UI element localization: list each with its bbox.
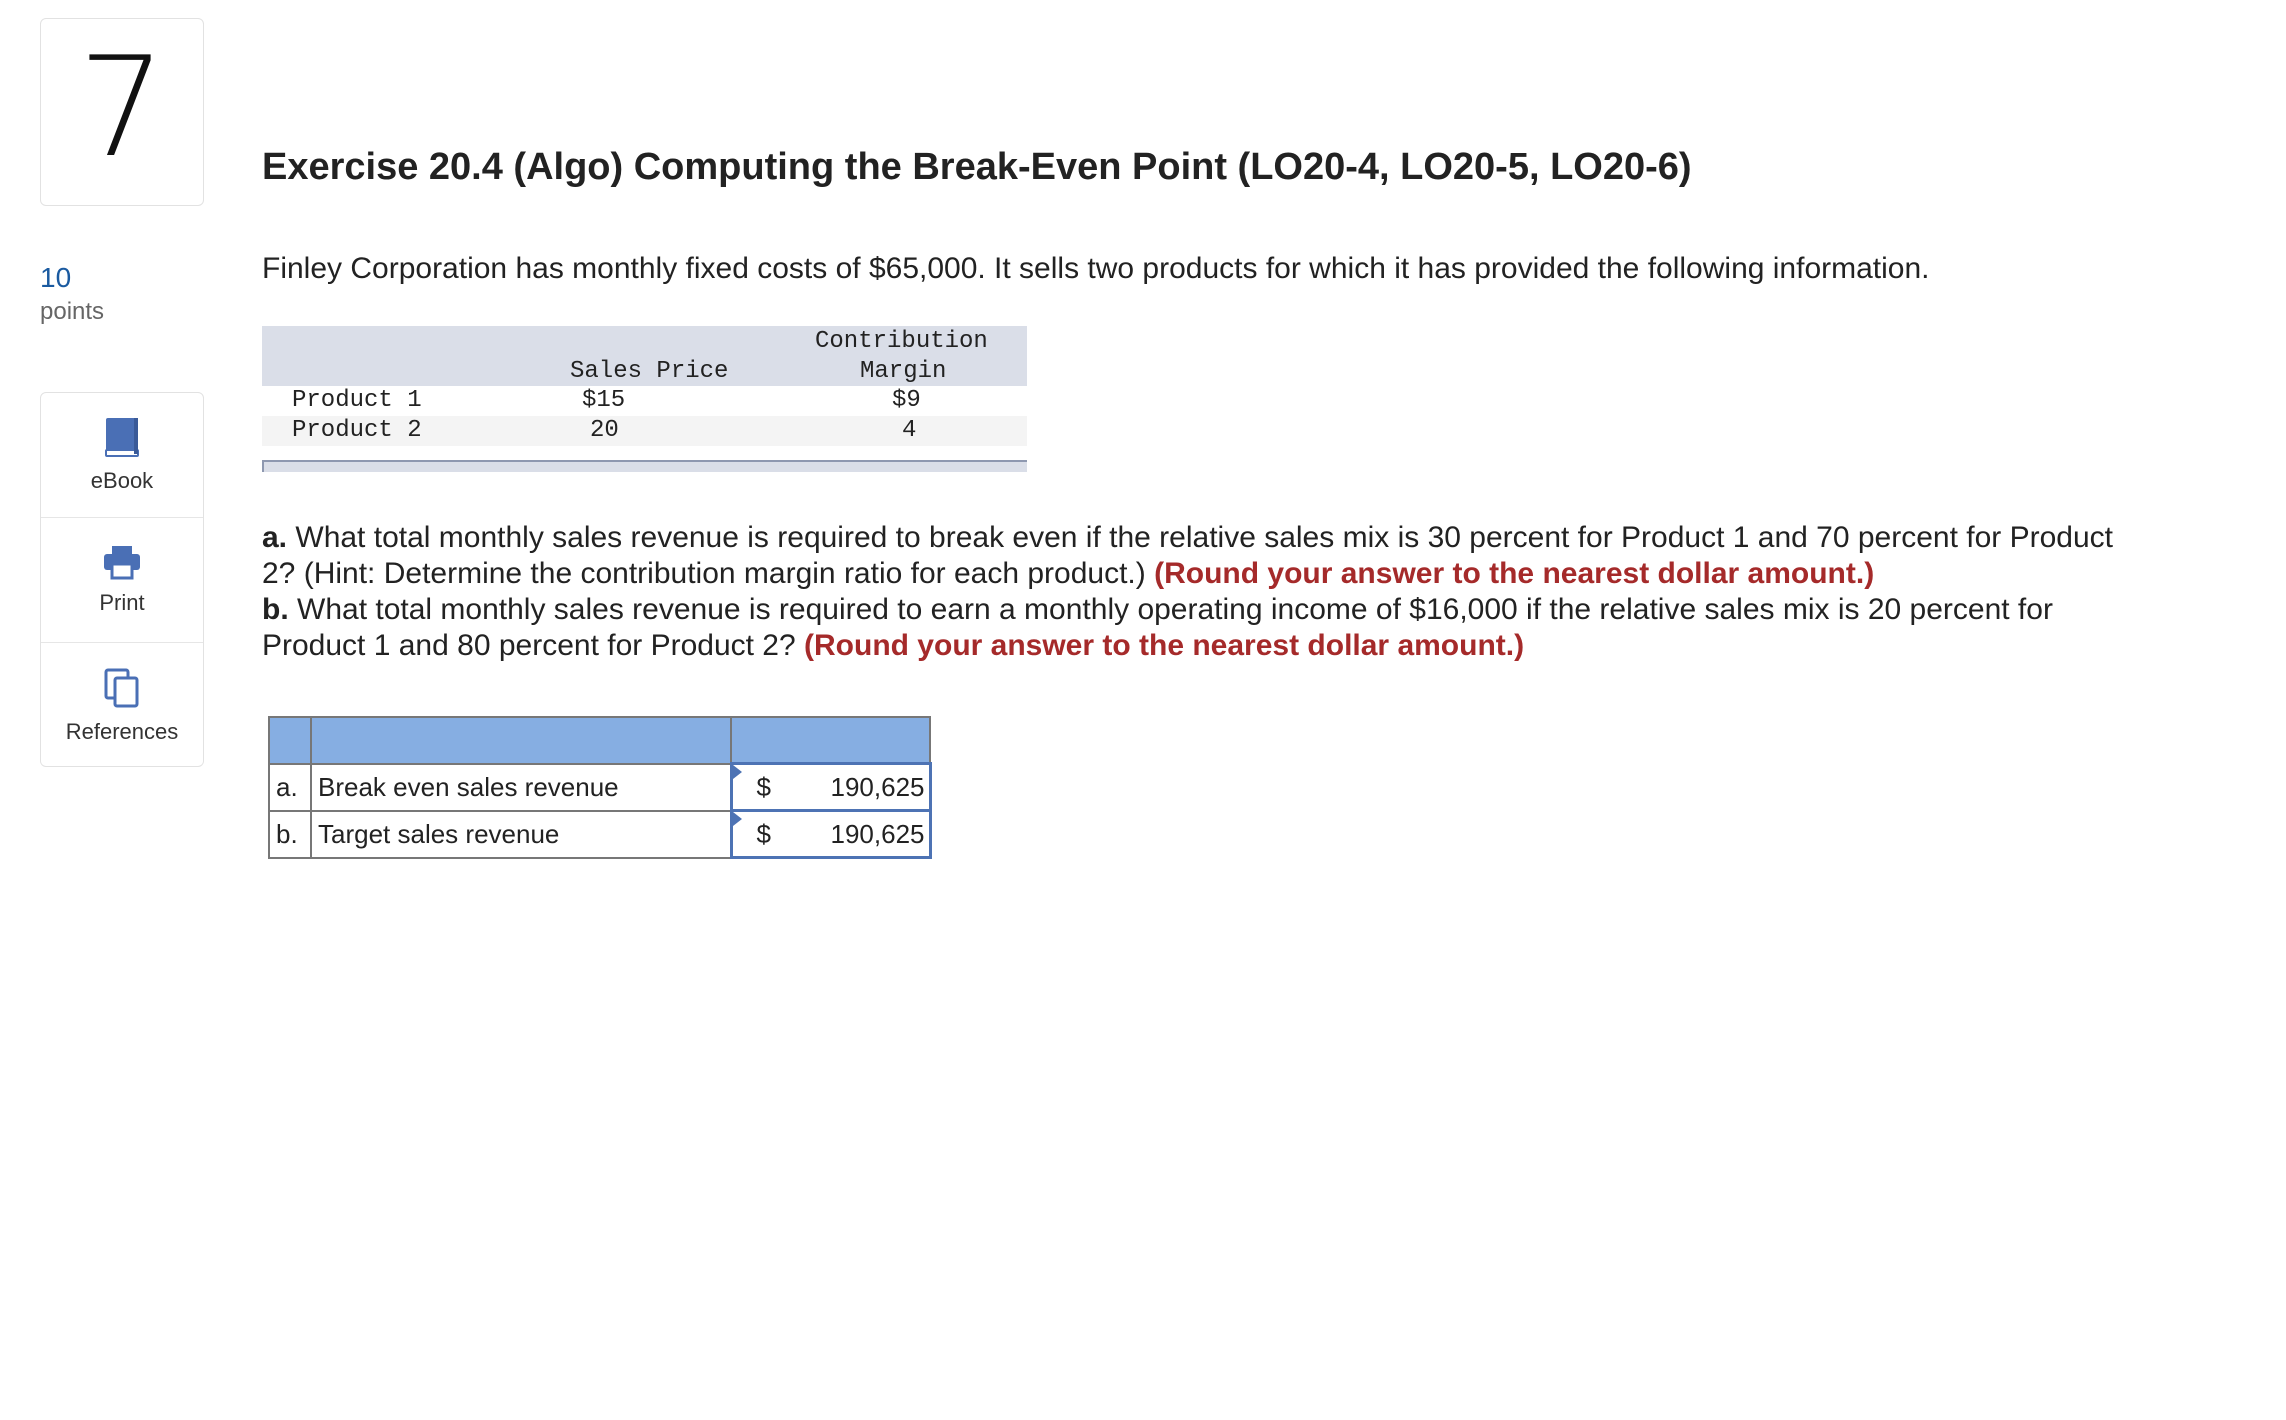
header-contribution: Contribution <box>815 328 988 355</box>
references-button[interactable] <box>41 643 203 767</box>
ebook-label: eBook <box>90 468 154 493</box>
product-name: Product 2 <box>292 417 422 444</box>
header-cell <box>269 717 311 764</box>
question-number: 7 <box>78 27 166 188</box>
answer-table <box>268 716 932 859</box>
table-row <box>262 416 1027 446</box>
row-letter: a. <box>269 764 311 811</box>
book-icon <box>104 416 140 458</box>
references-icon <box>103 667 141 709</box>
part-a-hint: (Round your answer to the nearest dollar amount.) <box>1154 557 1875 590</box>
part-b-label: b. <box>262 593 289 626</box>
row-letter: b. <box>269 811 311 858</box>
target-revenue-input[interactable] <box>731 811 930 858</box>
contribution-margin: $9 <box>892 387 921 414</box>
input-flag-icon <box>733 765 742 779</box>
header-cell <box>731 717 930 764</box>
header-sales-price: Sales Price <box>570 358 729 385</box>
ebook-button[interactable] <box>41 393 203 518</box>
product-data-table <box>262 326 1027 472</box>
product-table-header <box>262 326 1027 386</box>
answer-value: 190,625 <box>830 819 925 849</box>
table-row <box>262 386 1027 416</box>
question-number-box <box>40 18 204 206</box>
contribution-margin: 4 <box>902 417 917 444</box>
row-label: Break even sales revenue <box>311 764 731 811</box>
answer-value: 190,625 <box>830 772 925 802</box>
product-name: Product 1 <box>292 387 422 414</box>
exercise-title: Exercise 20.4 (Algo) Computing the Break-Even Point (LO20-4, LO20-5, LO20-6) <box>262 146 1692 188</box>
part-a-label: a. <box>262 521 288 554</box>
part-a-text: What total monthly sales revenue is required to break even if the relative sales mix is 30 percent for Product 1 and 70 percent for Product 2? (Hint: Determine the contribution margin ratio for each product.) <box>262 521 2113 590</box>
references-label: References <box>65 718 179 744</box>
currency-symbol: $ <box>756 819 771 849</box>
product-table-footer <box>262 460 1027 472</box>
points-label: points <box>40 298 105 325</box>
input-flag-icon <box>733 812 742 826</box>
table-row <box>269 764 930 811</box>
question-prompt <box>262 520 2142 664</box>
sales-price: $15 <box>582 387 626 414</box>
points-value: 10 <box>40 262 72 293</box>
currency-symbol: $ <box>756 772 771 802</box>
print-label: Print <box>99 590 145 615</box>
header-margin: Margin <box>860 358 947 385</box>
tools-panel <box>40 392 204 767</box>
printer-icon <box>102 544 142 580</box>
row-label: Target sales revenue <box>311 811 731 858</box>
table-row <box>269 811 930 858</box>
sales-price: 20 <box>590 417 619 444</box>
answer-table-header <box>269 717 930 764</box>
part-b-hint: (Round your answer to the nearest dollar amount.) <box>804 629 1525 662</box>
header-cell <box>311 717 731 764</box>
break-even-revenue-input[interactable] <box>731 764 930 811</box>
exercise-intro: Finley Corporation has monthly fixed costs of $65,000. It sells two products for which it has provided the following information. <box>262 252 1930 285</box>
part-b-text: What total monthly sales revenue is required to earn a monthly operating income of $16,000 if the relative sales mix is 20 percent for Product 1 and 80 percent for Product 2? <box>262 593 2053 662</box>
print-button[interactable] <box>41 518 203 643</box>
